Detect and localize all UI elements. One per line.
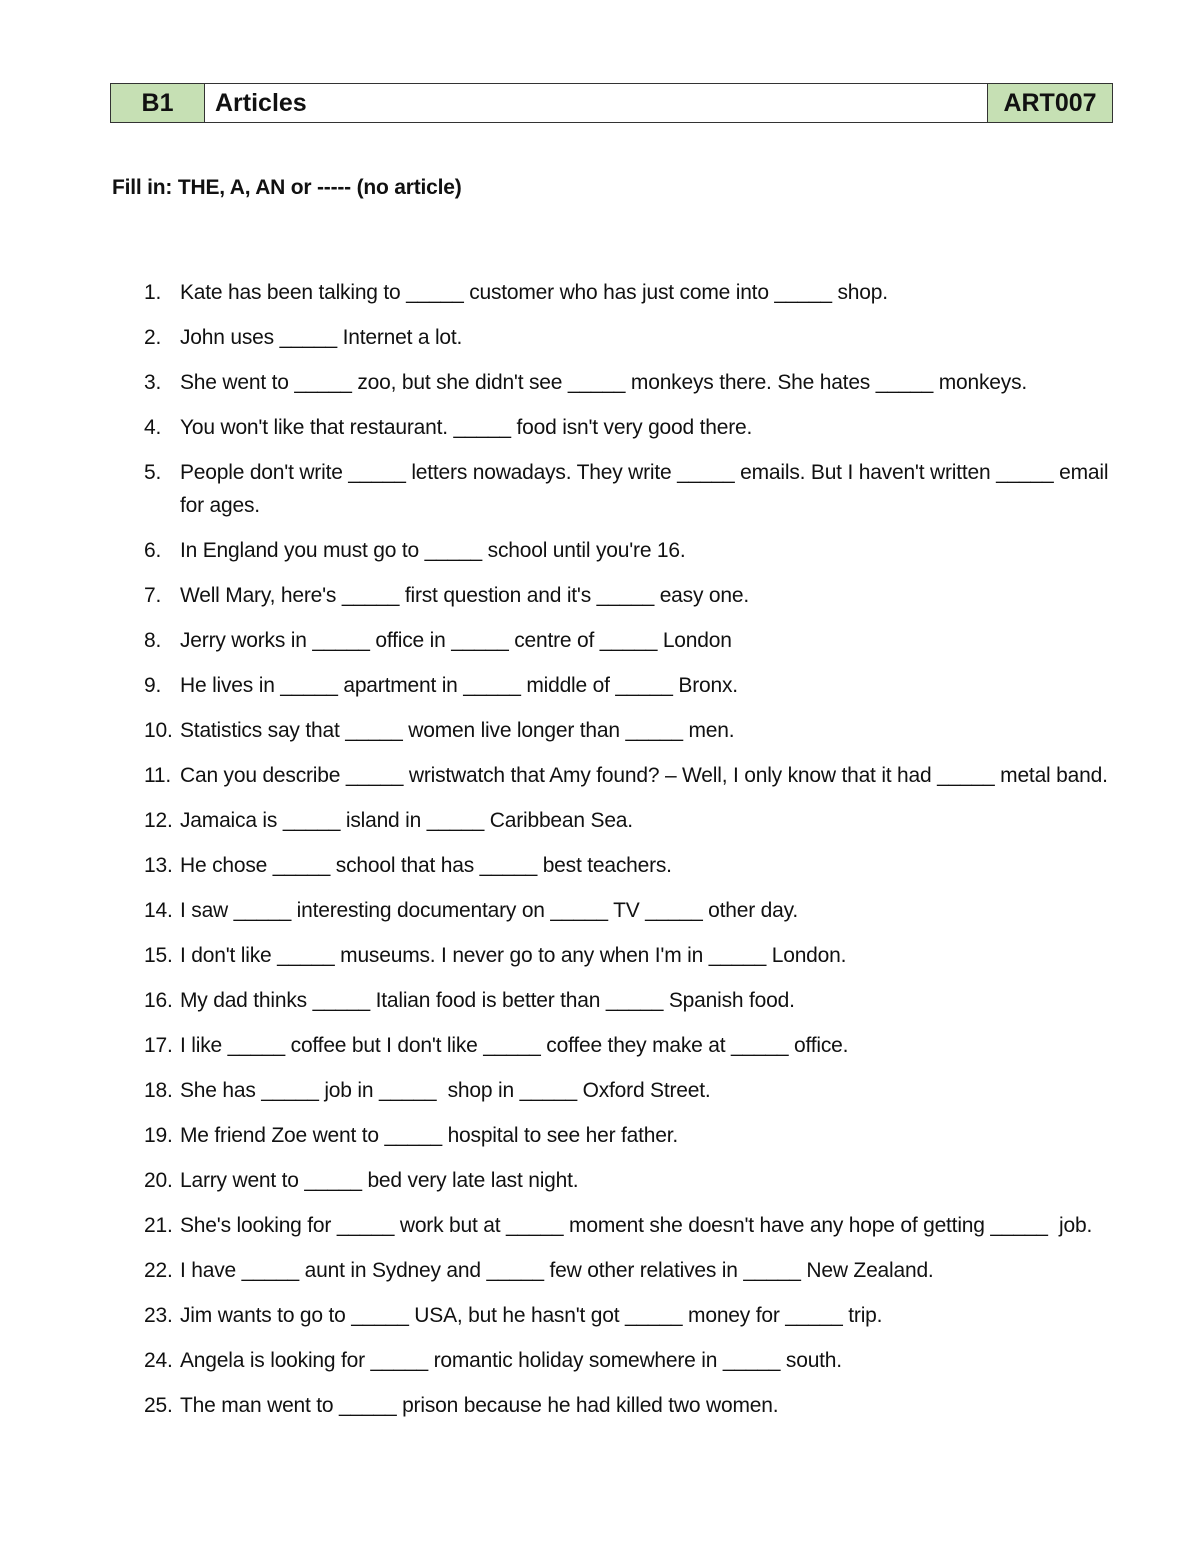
worksheet-header: [110, 83, 1113, 123]
exercise-item: [144, 1164, 1116, 1197]
exercise-sentence: Kate has been talking to _____ customer who has just come into _____ shop.: [180, 281, 888, 304]
instruction-text: Fill in: THE, A, AN or ----- (no article): [112, 176, 462, 199]
exercise-number: 25.: [144, 1394, 173, 1417]
exercise-item: [144, 984, 1116, 1017]
exercise-sentence: John uses _____ Internet a lot.: [180, 326, 463, 349]
exercise-item: [144, 894, 1116, 927]
exercise-item: [144, 1389, 1116, 1422]
exercise-sentence: I like _____ coffee but I don't like _____ coffee they make at _____ office.: [180, 1034, 849, 1057]
exercise-item: [144, 714, 1116, 747]
exercise-number: 24.: [144, 1349, 173, 1372]
exercise-sentence: People don't write _____ letters nowadays. They write _____ emails. But I haven't written _____ email for ages.: [180, 461, 1114, 517]
exercise-number: 23.: [144, 1304, 173, 1327]
exercise-sentence: Larry went to _____ bed very late last night.: [180, 1169, 579, 1192]
exercise-sentence: My dad thinks _____ Italian food is better than _____ Spanish food.: [180, 989, 795, 1012]
exercise-number: 4.: [144, 416, 162, 439]
exercise-number: 21.: [144, 1214, 173, 1237]
exercise-item: [144, 579, 1116, 612]
exercise-item: [144, 1074, 1116, 1107]
exercise-item: [144, 669, 1116, 702]
exercise-number: 17.: [144, 1034, 173, 1057]
exercise-item: [144, 321, 1116, 354]
exercise-number: 6.: [144, 539, 162, 562]
exercise-sentence: Me friend Zoe went to _____ hospital to see her father.: [180, 1124, 678, 1147]
exercise-sentence: Jerry works in _____ office in _____ centre of _____ London: [180, 629, 732, 652]
exercise-number: 2.: [144, 326, 162, 349]
exercise-number: 20.: [144, 1169, 173, 1192]
exercise-number: 12.: [144, 809, 173, 832]
exercise-sentence: Well Mary, here's _____ first question and it's _____ easy one.: [180, 584, 749, 607]
exercise-sentence: I saw _____ interesting documentary on _____ TV _____ other day.: [180, 899, 799, 922]
exercise-item: [144, 939, 1116, 972]
exercise-item: [144, 849, 1116, 882]
exercise-number: 8.: [144, 629, 162, 652]
exercise-number: 9.: [144, 674, 162, 697]
exercise-number: 22.: [144, 1259, 173, 1282]
exercise-sentence: He chose _____ school that has _____ best teachers.: [180, 854, 672, 877]
exercise-item: [144, 366, 1116, 399]
exercise-item: [144, 411, 1116, 444]
exercise-sentence: The man went to _____ prison because he had killed two women.: [180, 1394, 779, 1417]
exercise-item: [144, 1254, 1116, 1287]
exercise-number: 19.: [144, 1124, 173, 1147]
exercise-item: [144, 804, 1116, 837]
exercise-number: 3.: [144, 371, 162, 394]
exercise-number: 10.: [144, 719, 173, 742]
exercise-sentence: I have _____ aunt in Sydney and _____ few other relatives in _____ New Zealand.: [180, 1259, 934, 1282]
exercise-number: 13.: [144, 854, 173, 877]
exercise-sentence: Jim wants to go to _____ USA, but he hasn't got _____ money for _____ trip.: [180, 1304, 883, 1327]
exercise-item: [144, 624, 1116, 657]
exercise-number: 5.: [144, 461, 162, 484]
exercise-sentence: Can you describe _____ wristwatch that Amy found? – Well, I only know that it had _____ metal band.: [180, 764, 1108, 787]
exercise-item: [144, 456, 1116, 522]
worksheet-title: Articles: [205, 84, 988, 122]
exercise-item: [144, 1344, 1116, 1377]
exercise-number: 18.: [144, 1079, 173, 1102]
worksheet-code: ART007: [988, 84, 1112, 122]
exercise-sentence: In England you must go to _____ school until you're 16.: [180, 539, 686, 562]
exercise-sentence: Jamaica is _____ island in _____ Caribbean Sea.: [180, 809, 633, 832]
exercise-list: [144, 276, 1116, 1434]
exercise-item: [144, 759, 1116, 792]
exercise-item: [144, 1299, 1116, 1332]
exercise-number: 14.: [144, 899, 173, 922]
exercise-number: 11.: [144, 764, 172, 787]
exercise-sentence: She went to _____ zoo, but she didn't see _____ monkeys there. She hates _____ monkeys.: [180, 371, 1028, 394]
exercise-sentence: You won't like that restaurant. _____ food isn't very good there.: [180, 416, 753, 439]
exercise-number: 15.: [144, 944, 173, 967]
exercise-item: [144, 1119, 1116, 1152]
exercise-sentence: Statistics say that _____ women live longer than _____ men.: [180, 719, 735, 742]
exercise-number: 1.: [144, 281, 162, 304]
level-badge: B1: [111, 84, 205, 122]
exercise-number: 16.: [144, 989, 173, 1012]
exercise-sentence: She has _____ job in _____ shop in _____ Oxford Street.: [180, 1079, 711, 1102]
exercise-sentence: I don't like _____ museums. I never go to any when I'm in _____ London.: [180, 944, 847, 967]
exercise-item: [144, 534, 1116, 567]
exercise-item: [144, 276, 1116, 309]
exercise-sentence: She's looking for _____ work but at _____ moment she doesn't have any hope of getting _____ job.: [180, 1214, 1093, 1237]
exercise-sentence: He lives in _____ apartment in _____ middle of _____ Bronx.: [180, 674, 738, 697]
exercise-item: [144, 1209, 1116, 1242]
exercise-number: 7.: [144, 584, 162, 607]
exercise-sentence: Angela is looking for _____ romantic holiday somewhere in _____ south.: [180, 1349, 842, 1372]
exercise-item: [144, 1029, 1116, 1062]
